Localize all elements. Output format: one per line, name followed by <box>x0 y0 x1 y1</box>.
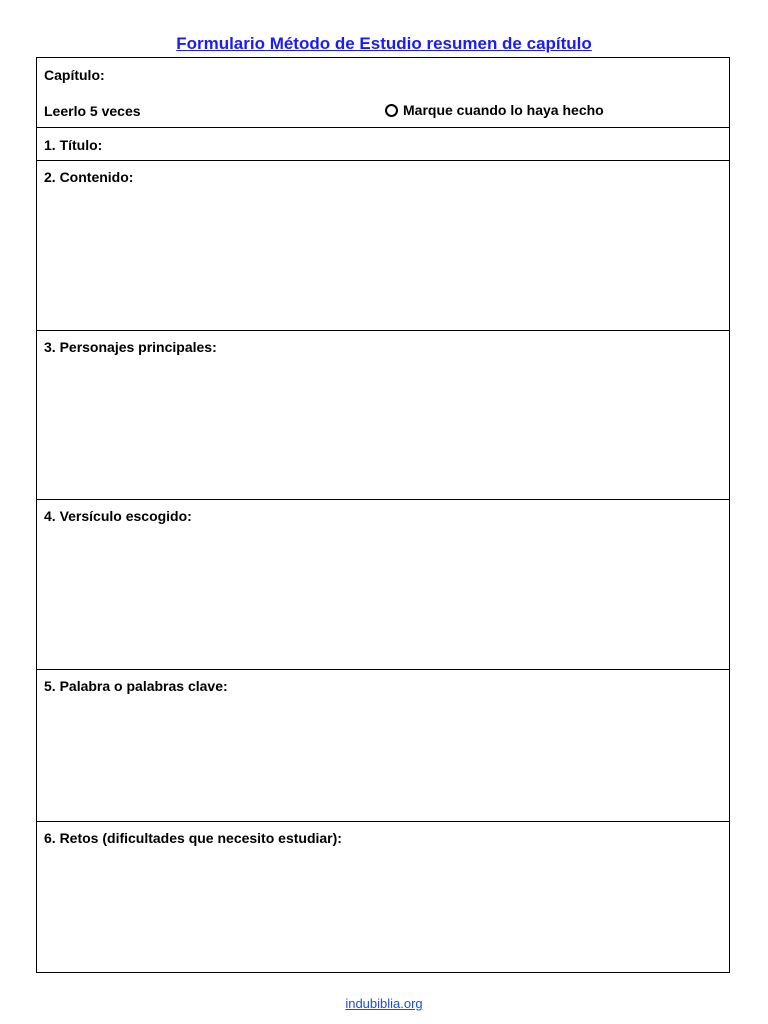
chapter-row <box>37 58 729 128</box>
form-title[interactable]: Formulario Método de Estudio resumen de capítulo <box>176 34 592 53</box>
section-palabras-clave[interactable] <box>37 670 729 822</box>
done-check-label: Marque cuando lo haya hecho <box>403 102 604 118</box>
section-versiculo[interactable] <box>37 500 729 670</box>
circle-checkbox-icon[interactable] <box>385 104 398 117</box>
section-label-palabras-clave: 5. Palabra o palabras clave: <box>44 678 228 694</box>
section-label-titulo: 1. Título: <box>44 137 103 153</box>
section-retos[interactable] <box>37 822 729 972</box>
section-label-versiculo: 4. Versículo escogido: <box>44 508 192 524</box>
section-contenido[interactable] <box>37 161 729 331</box>
study-form <box>36 57 730 973</box>
section-personajes[interactable] <box>37 331 729 500</box>
read-five-times-label: Leerlo 5 veces <box>44 103 141 119</box>
footer-link[interactable]: indubiblia.org <box>345 996 423 1011</box>
section-label-personajes: 3. Personajes principales: <box>44 339 217 355</box>
chapter-label: Capítulo: <box>44 67 105 83</box>
done-check-line <box>385 102 604 118</box>
section-label-contenido: 2. Contenido: <box>44 169 134 185</box>
section-label-retos: 6. Retos (dificultades que necesito estudiar): <box>44 830 342 846</box>
section-titulo[interactable] <box>37 128 729 161</box>
